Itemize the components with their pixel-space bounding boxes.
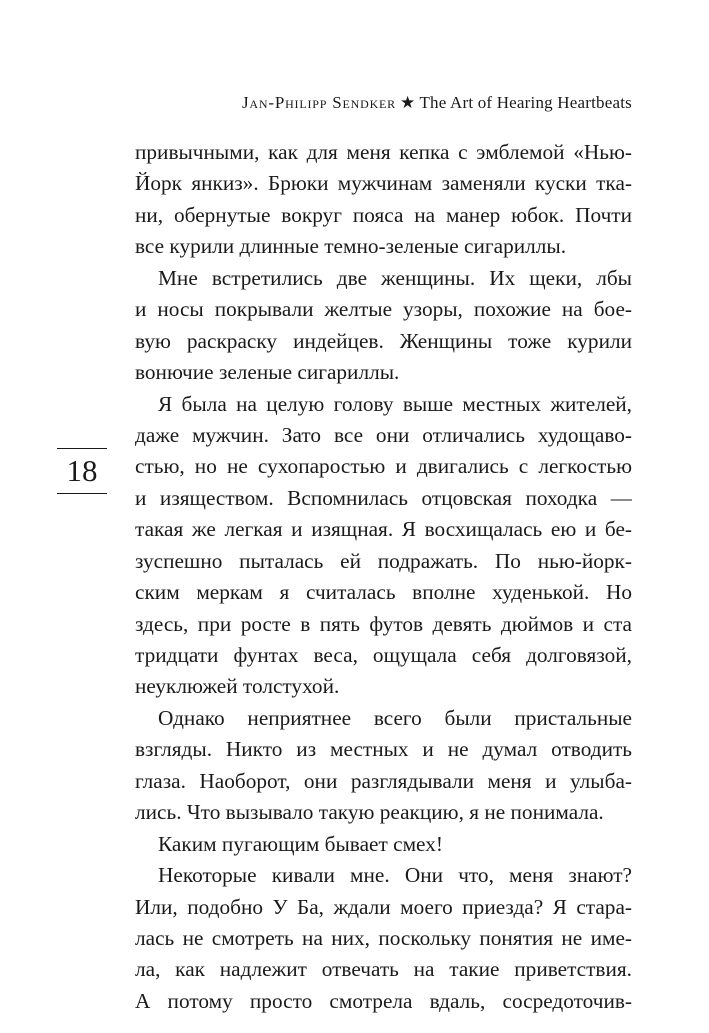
text-line: стью, но не сухопаростью и двигались с легкостью (135, 454, 632, 479)
text-line: вонючие зеленые сигариллы. (135, 360, 400, 385)
text-line: и изяществом. Вспомнилась отцовская походка — (135, 485, 632, 510)
page-number-block (57, 448, 107, 494)
text-line: здесь, при росте в пять футов девять дюймов и ста (135, 611, 632, 636)
text-line: и носы покрывали желтые узоры, похожие на бое- (135, 297, 632, 322)
body-text (135, 137, 632, 1017)
text-line: Однако неприятнее всего были пристальные (158, 705, 632, 730)
text-line: привычными, как для меня кепка с эмблемой «Нью- (135, 140, 632, 164)
text-line: даже мужчин. Зато все они отличались худощаво- (135, 422, 632, 447)
text-line: Некоторые кивали мне. Они что, меня знают? (158, 863, 632, 888)
text-line: глаза. Наоборот, они разглядывали меня и улыба- (135, 768, 632, 793)
text-line: Я была на целую голову выше местных жителей, (158, 391, 632, 416)
author-name: Jan-Philipp Sendker (242, 93, 396, 112)
text-line: лись. Что вызывало такую реакцию, я не понимала. (135, 800, 604, 825)
text-line: взгляды. Никто из местных и не думал отводить (135, 737, 632, 762)
text-line: ла, как надлежит отвечать на такие приветствия. (135, 957, 632, 982)
book-title: The Art of Hearing Heartbeats (419, 93, 632, 112)
text-line: ским меркам я считалась вполне худенькой. Но (135, 580, 632, 605)
text-line: лась не смотреть на них, поскольку понятия не име- (135, 925, 632, 950)
text-line: тридцати фунтах веса, ощущала себя долговязой, (135, 643, 632, 667)
text-line: Мне встретились две женщины. Их щеки, лбы (158, 265, 632, 290)
text-line: все курили длинные темно-зеленые сигариллы. (135, 234, 567, 259)
text-line: неуклюжей толстухой. (135, 674, 340, 699)
text-line: Йорк янкиз». Брюки мужчинам заменяли куски тка- (135, 171, 632, 196)
running-head (135, 93, 632, 113)
star-separator-icon: ★ (399, 93, 416, 112)
page-number: 18 (66, 453, 98, 488)
page-number-bottom-rule (57, 493, 107, 494)
text-line: Или, подобно У Ба, ждали моего приезда? Я стара- (135, 894, 632, 919)
text-line: вую раскраску индейцев. Женщины тоже курили (135, 328, 632, 353)
text-line: такая же легкая и изящная. Я восхищалась ею и бе- (135, 517, 632, 542)
text-line: зуспешно пыталась ей подражать. По нью-йорк- (135, 548, 632, 573)
text-line: А потому просто смотрела вдаль, сосредоточив- (135, 988, 632, 1013)
text-line: Каким пугающим бывает смех! (158, 831, 443, 856)
text-line: ни, обернутые вокруг пояса на манер юбок. Почти (135, 202, 632, 227)
